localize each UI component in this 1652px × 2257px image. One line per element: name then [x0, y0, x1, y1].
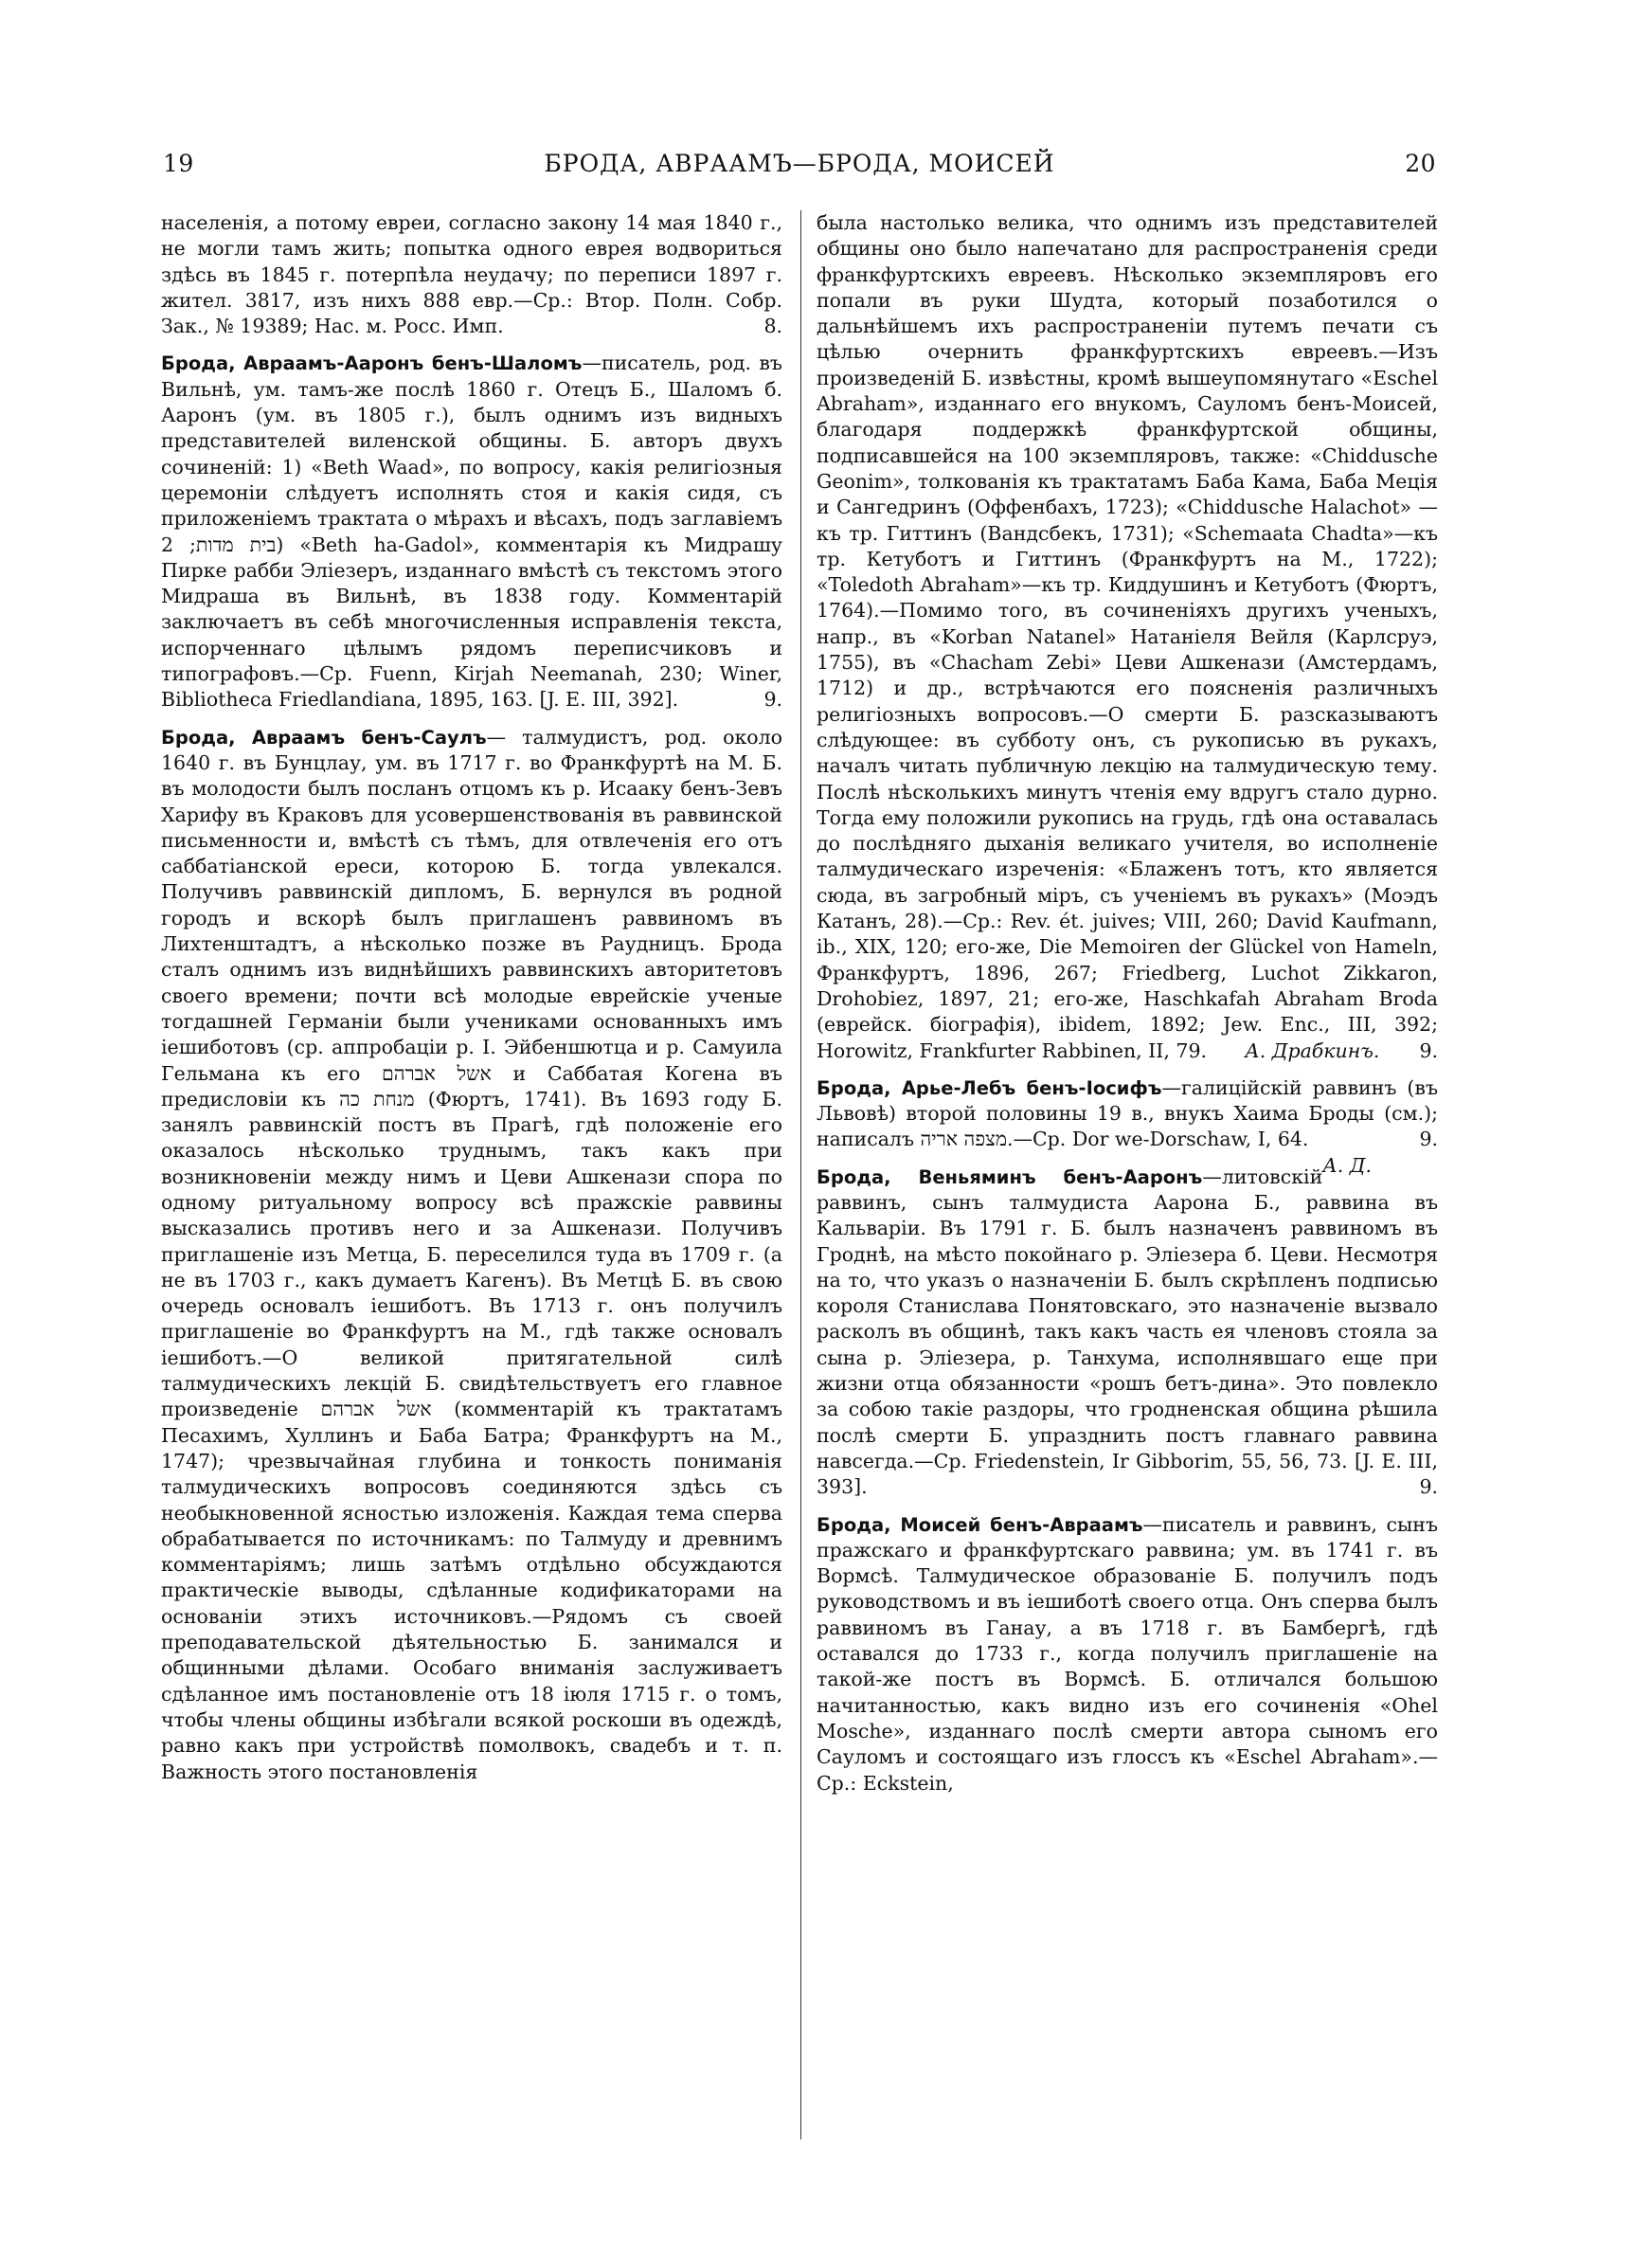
right-column — [817, 210, 1438, 2143]
entry-headword: Брода, Авраамъ бенъ-Саулъ — [161, 726, 487, 749]
signature-number: 9. — [1419, 1038, 1438, 1062]
continued-entry-text: была настолько велика, что однимъ изъ представителей общины оно было напечатано для распространенія среди франкфуртскихъ евреевъ. Нѣсколько экземпляровъ его попали въ руки Шудта, который позаботился о дальнѣйшемъ ихъ распространеніи путемъ печати съ цѣлью очернить франкфуртскихъ евреевъ.—Изъ произведеній Б. извѣстны, кромѣ вышеупомянутаго «Eschel Abraham», изданнаго его внукомъ, Сауломъ бенъ-Моисей, благодаря поддержкѣ франкфуртской общины, подписавшейся на 100 экземпляровъ, также: «Chidduschе Geonim», толкованія къ трактатамъ Баба Кама, Баба Меція и Сангедринъ (Оффенбахъ, 1723); «Chidduschе Halachot» — къ тр. Гиттинъ (Вандсбекъ, 1731); «Schemaata Chadta»—къ тр. Кетуботъ и Гиттинъ (Франкфуртъ на М., 1722); «Toledoth Abraham»—къ тр. Киддушинъ и Кетуботъ (Фюртъ, 1764).—Помимо того, въ сочиненіяхъ другихъ ученыхъ, напр., въ «Korban Natanel» Натаніеля Вейля (Карлсруэ, 1755), въ «Chacham Zebi» Цеви Ашкенази (Амстердамъ, 1712) и др., встрѣчаются его поясненія различныхъ религіозныхъ вопросовъ.—О смерти Б. разсказываютъ слѣдующее: въ субботу онъ, съ рукописью въ рукахъ, началъ читать публичную лекцію на талмудическую тему. Послѣ нѣсколькихъ минутъ чтенія ему вдругъ стало дурно. Тогда ему положили рукопись на грудь, гдѣ она оставалась до послѣдняго дыханія великаго учителя, во исполненіе талмудическаго изреченія: «Блаженъ тотъ, кто является сюда, въ загробный міръ, съ ученіемъ въ рукахъ» (Моэдъ Катанъ, 28).—Ср.: Rev. ét. juives; VIII, 260; David Kaufmann, ib., XIX, 120; его-же, Die Memoiren der Glückel von Hameln, Франкфуртъ, 1896, 267; Friedberg, Luchot Zikkaron, Drohobiez, 1897, 21; его-же, Haschkafah Abraham Broda (еврейск. біографія), ibidem, 1892; Jew. Enc., III, 392; Horowitz, Frankfurter Rabbinen, II, 79. — [817, 211, 1438, 1062]
entry-headword: Брода, Веньяминъ бенъ-Ааронъ — [817, 1165, 1203, 1188]
entry-text: —галиційскій раввинъ (въ Львовѣ) второй половины 19 в., внукъ Хаима Броды (см.); написалъ מצפה אריה.—Ср. Dor we-Dorschaw, I, 64. — [817, 1075, 1438, 1151]
entry-headword: Брода, Арье-Лебъ бенъ-Іосифъ — [817, 1076, 1162, 1099]
entry-avraam-saul — [161, 725, 782, 1785]
signature-number: 8. — [763, 315, 782, 338]
continued-entry-text: населенія, а потому евреи, согласно закону 14 мая 1840 г., не могли тамъ жить; попытка одного еврея водвориться здѣсь въ 1845 г. потерпѣла неудачу; по переписи 1897 г. жител. 3817, изъ нихъ 888 евр.—Ср.: Втор. Полн. Собр. Зак., № 19389; Нас. м. Росс. Имп. — [161, 211, 782, 338]
author-signature: А. Драбкинъ. — [1245, 1038, 1380, 1062]
author-signature: А. Д. — [1322, 1153, 1372, 1177]
entry-veniamin-aaron — [817, 1165, 1438, 1501]
running-title: БРОДА, АВРААМЪ—БРОДА, МОИСЕЙ — [544, 150, 1055, 177]
entry-avraam-aaron — [161, 351, 782, 713]
entry-text: —писатель и раввинъ, сынъ пражскаго и франкфуртскаго раввина; ум. въ 1741 г. въ Вормсѣ. Талмудическое образованіе Б. получилъ подъ руководствомъ и въ іешиботѣ своего отца. Онъ сперва былъ раввиномъ въ Ганау, а въ 1718 г. въ Бамбергѣ, гдѣ оставался до 1733 г., когда получилъ приглашеніе на такой-же постъ въ Вормсѣ. Б. отличался большою начитанностью, какъ видно изъ его сочиненія «Ohel Moschе», изданнаго послѣ смерти автора сыномъ его Сауломъ и состоящаго изъ глоссъ къ «Eschel Abraham».—Ср.: Eckstein, — [817, 1512, 1438, 1795]
signature-number: 9. — [1419, 1475, 1438, 1499]
entry-text: —литовскій раввинъ, сынъ талмудиста Аарона Б., раввина въ Кальваріи. Въ 1791 г. Б. былъ назначенъ раввиномъ въ Гроднѣ, на мѣсто покойнаго р. Эліезера б. Цеви. Несмотря на то, что указъ о назначеніи Б. былъ скрѣпленъ подписью короля Станислава Понятовскаго, это назначеніе вызвало расколъ въ общинѣ, такъ какъ часть ея членовъ стояла за сына р. Эліезера, р. Танхума, исполнявшаго еще при жизни отца обязанности «рошъ бетъ-дина». Это повлекло за собою такіе раздоры, что гродненская община рѣшила послѣ смерти Б. упразднить постъ главнаго раввина навсегда.—Ср. Friedenstein, Ir Gibborim, 55, 56, 73. [J. E. III, 393]. — [817, 1165, 1438, 1499]
left-column — [161, 210, 782, 2143]
entry-headword: Брода, Авраамъ-Ааронъ бенъ-Шаломъ — [161, 352, 583, 375]
entry-text: —писатель, род. въ Вильнѣ, ум. тамъ-же послѣ 1860 г. Отецъ Б., Шаломъ б. Ааронъ (ум. въ 1805 г.), былъ однимъ изъ видныхъ представителей виленской общины. Б. авторъ двухъ сочиненій: 1) «Beth Waad», по вопросу, какія религіозныя церемоніи слѣдуетъ исполнять стоя и какія сидя, съ приложеніемъ трактата о мѣрахъ и вѣсахъ, подъ заглавіемъ בית מדות; 2) «Beth ha-Gadol», комментарія къ Мидрашу Пирке рабби Эліезеръ, изданнаго вмѣстѣ съ текстомъ этого Мидраша въ Вильнѣ, въ 1838 году. Комментарій заключаетъ въ себѣ многочисленныя исправленія текста, испорченнаго цѣлымъ рядомъ переписчиковъ и типографовъ.—Ср. Fuenn, Kirjah Neemanah, 230; Winer, Bibliotheca Friedlandiana, 1895, 163. [J. E. III, 392]. — [161, 352, 782, 712]
entry-text: — талмудистъ, род. около 1640 г. въ Бунцлау, ум. въ 1717 г. во Франкфуртѣ на М. Б. въ молодости былъ посланъ отцомъ къ р. Исааку бенъ-Зевъ Харифу въ Краковъ для усовершенствованія въ раввинской письменности и, вмѣстѣ съ тѣмъ, для отвлеченія его отъ саббатіанской ереси, которою Б. тогда увлекался. Получивъ раввинскій дипломъ, Б. вернулся въ родной городъ и вскорѣ былъ приглашенъ раввиномъ въ Лихтенштадтъ, а нѣсколько позже въ Раудницъ. Брода сталъ однимъ изъ виднѣйшихъ раввинскихъ авторитетовъ своего времени; почти всѣ молодые еврейскіе ученые тогдашней Германіи были учениками основанныхъ имъ іешиботовъ (ср. аппробаціи р. I. Эйбеншютца и р. Самуила Гельмана къ его אשל אברהם и Саббатая Когена въ предисловіи къ מנחת כה (Фюртъ, 1741). Въ 1693 году Б. занялъ раввинскій постъ въ Прагѣ, гдѣ положеніе его оказалось нѣсколько труднымъ, такъ какъ при возникновеніи между нимъ и Цеви Ашкенази спора по одному ритуальному вопросу всѣ пражскіе раввины высказались противъ него и за Ашкенази. Получивъ приглашеніе изъ Метца, Б. переселился туда въ 1709 г. (а не въ 1703 г., какъ думаетъ Кагенъ). Въ Метцѣ Б. въ свою очередь основалъ іешиботъ. Въ 1713 г. онъ получилъ приглашеніе во Франкфуртъ на М., гдѣ также основалъ іешиботъ.—О великой притягательной силѣ талмудическихъ лекцій Б. свидѣтельствуетъ его главное произведеніе אשל אברהם (комментарій къ трактатамъ Песахимъ, Хуллинъ и Баба Батра; Франкфуртъ на М., 1747); чрезвычайная глубина и тонкость пониманія талмудическихъ вопросовъ соединяются здѣсь съ необыкновенной ясностью изложенія. Каждая тема сперва обрабатывается по источникамъ: по Талмуду и древнимъ комментаріямъ; лишь затѣмъ отдѣльно обсуждаются практическіе выводы, сдѣланные кодификаторами на основаніи этихъ источниковъ.—Рядомъ съ своей преподавательской дѣятельностью Б. занимался и общинными дѣлами. Особаго вниманія заслуживаетъ сдѣланное имъ постановленіе отъ 18 іюля 1715 г. о томъ, чтобы члены общины избѣгали всякой роскоши въ одеждѣ, равно какъ при устройствѣ помолвокъ, свадебъ и т. п. Важность этого постановленія — [161, 725, 782, 1783]
signature-number: 9. — [1419, 1128, 1438, 1151]
column-divider — [800, 210, 801, 2140]
signature-number: 9. — [763, 688, 782, 712]
page-number-left: 19 — [163, 150, 194, 177]
running-header — [163, 150, 1436, 188]
entry-moisei-avraam — [817, 1512, 1438, 1797]
continued-entry — [817, 210, 1438, 1064]
entry-headword: Брода, Моисей бенъ-Авраамъ — [817, 1513, 1143, 1536]
continued-entry — [161, 210, 782, 339]
page-number-right: 20 — [1405, 150, 1436, 177]
